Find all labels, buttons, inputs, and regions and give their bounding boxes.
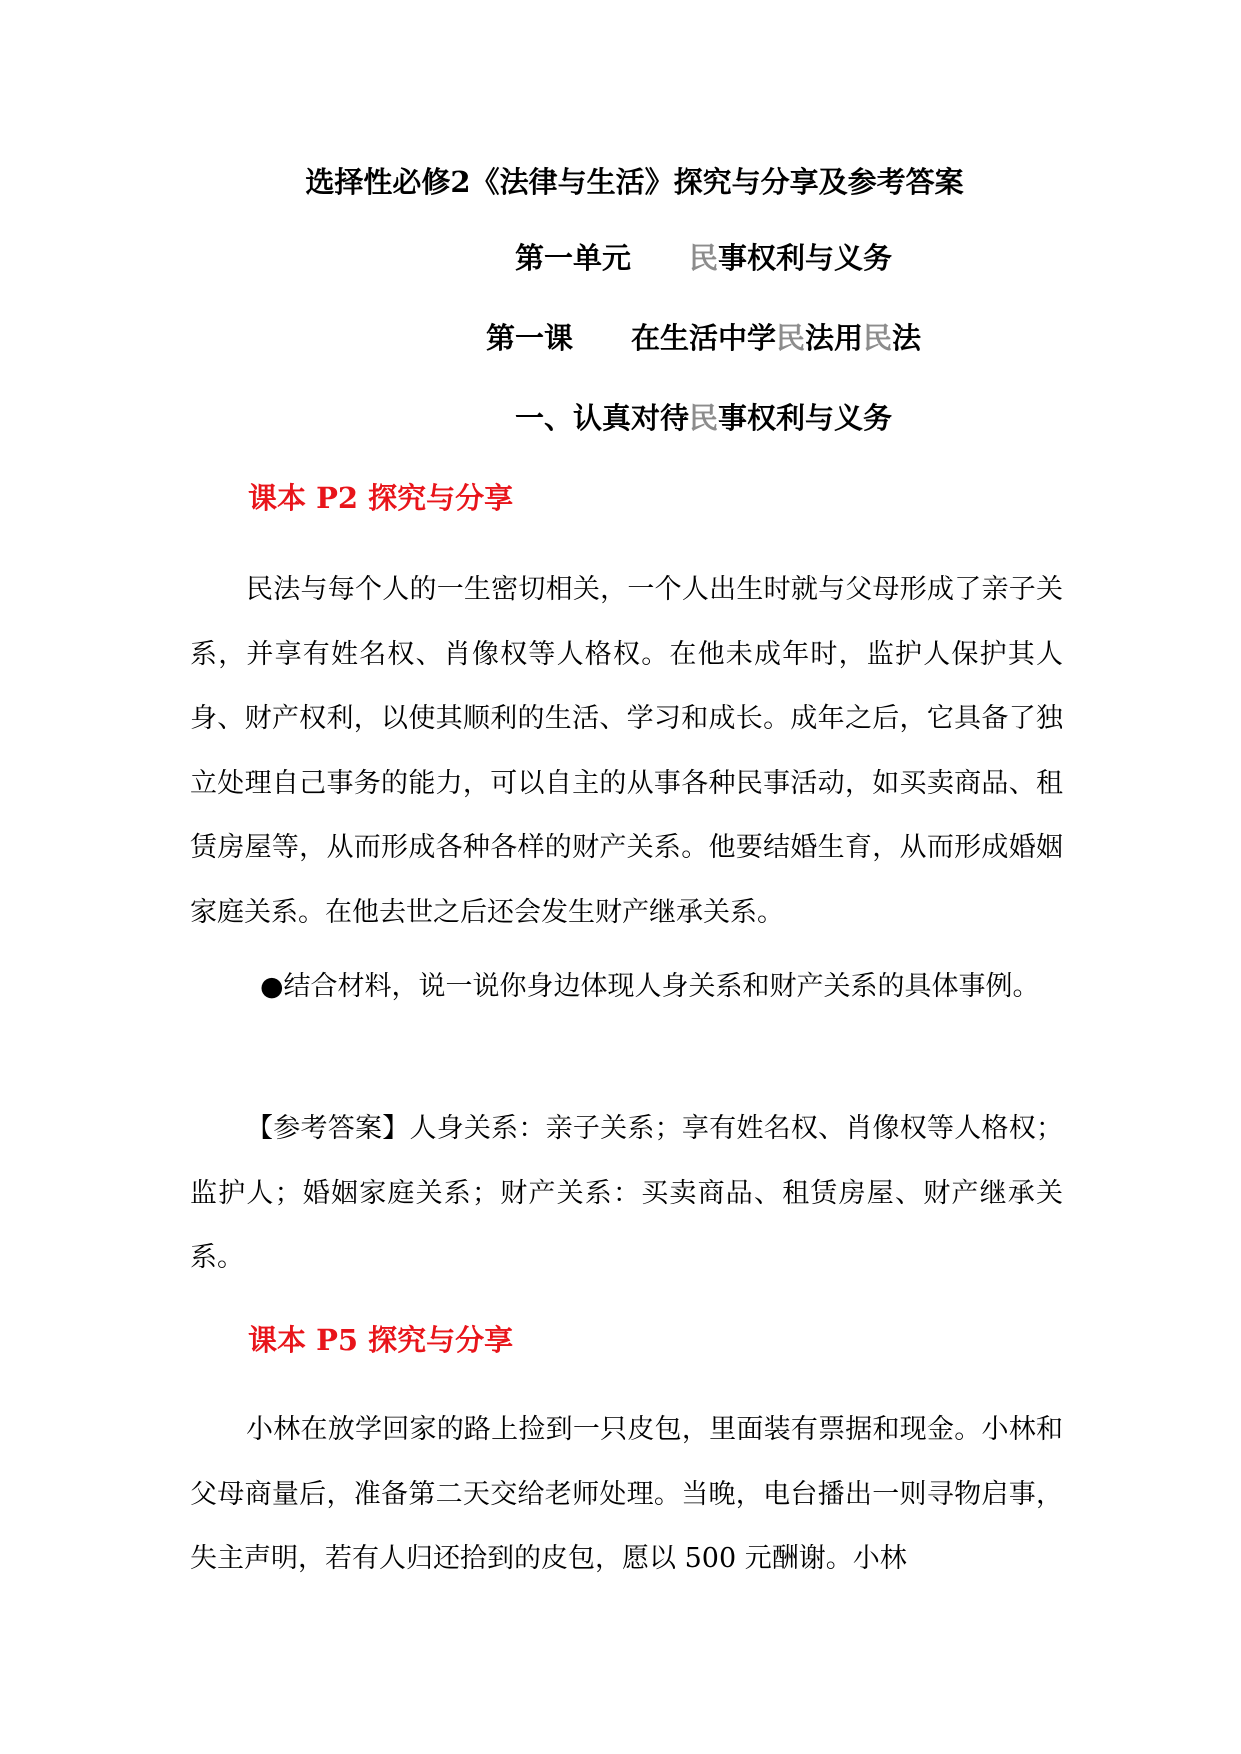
lesson-title-part2: 法用 — [805, 321, 864, 355]
unit-name-rest: 事权利与义务 — [718, 241, 893, 275]
question-paragraph: ●结合材料，说一说你身边体现人身关系和财产关系的具体事例。 — [260, 971, 1040, 1002]
section-heading — [83, 398, 1241, 438]
material-paragraph-2: 小林在放学回家的路上捡到一只皮包，里面装有票据和现金。小林和父母商量后，准备第二天交给老师处理。当晚，电台播出一则寻物启事，失主声明，若有人归还拾到的皮包，愿以 500 元酬谢。小林 — [190, 1414, 1063, 1574]
unit-label: 第一单元 — [514, 241, 631, 275]
lesson-title-char1: 民 — [775, 321, 805, 355]
document-title: 选择性必修2《法律与生活》探究与分享及参考答案 — [305, 165, 964, 199]
lesson-title-part3: 法 — [892, 321, 922, 355]
section-title-part1: 一、认真对待 — [514, 401, 689, 435]
answer-paragraph: 【参考答案】人身关系：亲子关系；享有姓名权、肖像权等人格权；监护人；婚姻家庭关系；财产关系：买卖商品、租赁房屋、财产继承关系。 — [190, 1113, 1063, 1273]
textbook-p5-label: 课本 P5 探究与分享 — [248, 1323, 514, 1357]
lesson-label: 第一课 — [485, 321, 573, 355]
section-title-char1: 民 — [688, 401, 718, 435]
lesson-heading — [83, 318, 1241, 358]
unit-heading — [83, 238, 1241, 278]
unit-name-prefix: 民 — [688, 241, 718, 275]
lesson-title-part1: 在生活中学 — [630, 321, 776, 355]
lesson-title-char2: 民 — [863, 321, 893, 355]
material-paragraph: 民法与每个人的一生密切相关，一个人出生时就与父母形成了亲子关系，并享有姓名权、肖像权等人格权。在他未成年时，监护人保护其人身、财产权利，以使其顺利的生活、学习和成长。成年之后，它具备了独立处理自己事务的能力，可以自主的从事各种民事活动，如买卖商品、租赁房屋等，从而形成各种各样的财产关系。他要结婚生育，从而形成婚姻家庭关系。在他去世之后还会发生财产继承关系。 — [190, 574, 1063, 928]
textbook-p2-label: 课本 P2 探究与分享 — [248, 481, 514, 515]
section-title-part2: 事权利与义务 — [718, 401, 893, 435]
